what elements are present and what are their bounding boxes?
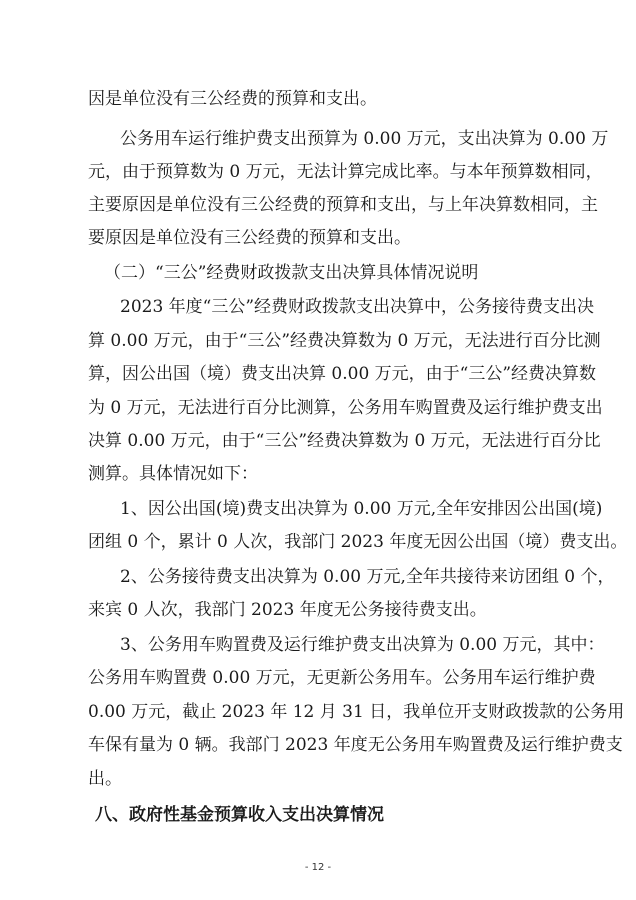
text-line: 元，由于预算数为 0 万元，无法计算完成比率。与本年预算数相同，: [88, 162, 603, 182]
text-line: 测算。具体情况如下：: [88, 464, 258, 484]
text-line: 要原因是单位没有三公经费的预算和支出。: [88, 228, 411, 248]
text-line: 公务用车购置费 0.00 万元，无更新公务用车。公务用车运行维护费: [88, 668, 596, 688]
text-line: 团组 0 个，累计 0 人次，我部门 2023 年度无因公出国（境）费支出。: [88, 532, 628, 552]
page-number: - 12 -: [304, 862, 332, 873]
text-line: 算，因公出国（境）费支出决算 0.00 万元，由于“三公”经费决算数: [88, 364, 597, 384]
text-line: 算 0.00 万元，由于“三公”经费决算数为 0 万元，无法进行百分比测: [88, 331, 601, 351]
text-line: 决算 0.00 万元，由于“三公”经费决算数为 0 万元，无法进行百分比: [88, 431, 601, 451]
text-line: 来宾 0 人次，我部门 2023 年度无公务接待费支出。: [88, 600, 487, 620]
text-line: 因是单位没有三公经费的预算和支出。: [88, 89, 377, 109]
text-line: 公务用车运行维护费支出预算为 0.00 万元，支出决算为 0.00 万: [120, 129, 609, 149]
text-line: 0.00 万元，截止 2023 年 12 月 31 日，我单位开支财政拨款的公务用: [88, 702, 625, 722]
section-heading: 八、政府性基金预算收入支出决算情况: [95, 805, 384, 825]
text-line: 车保有量为 0 辆。我部门 2023 年度无公务用车购置费及运行维护费支: [88, 735, 623, 755]
text-line: 主要原因是单位没有三公经费的预算和支出，与上年决算数相同，主: [88, 195, 598, 215]
text-line: 1、因公出国(境)费支出决算为 0.00 万元,全年安排因公出国(境): [120, 499, 603, 519]
section-subheading: （二）“三公”经费财政拨款支出决算具体情况说明: [104, 263, 479, 283]
text-line: 出。: [88, 769, 122, 789]
text-line: 3、公务用车购置费及运行维护费支出决算为 0.00 万元，其中：: [120, 635, 605, 655]
text-line: 2023 年度“三公”经费财政拨款支出决算中，公务接待费支出决: [120, 297, 595, 317]
text-line: 2、公务接待费支出决算为 0.00 万元,全年共接待来访团组 0 个，: [120, 567, 615, 587]
text-line: 为 0 万元，无法进行百分比测算，公务用车购置费及运行维护费支出: [88, 398, 603, 418]
